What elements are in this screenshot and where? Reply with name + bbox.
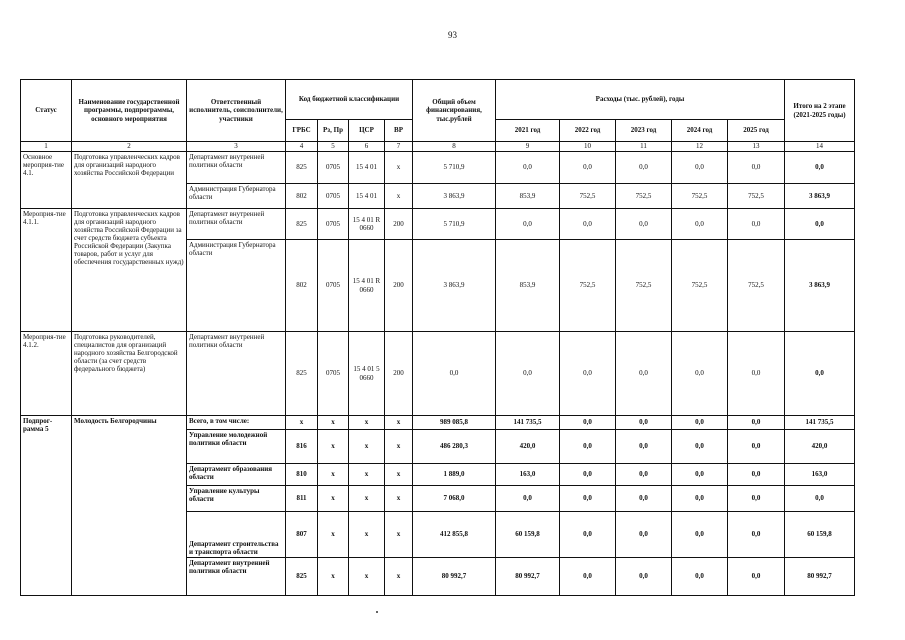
sum-cell: 420,0 <box>785 430 855 464</box>
y2022-cell: 752,5 <box>560 184 616 209</box>
y2021-cell: 163,0 <box>496 464 560 486</box>
grbs-cell: 802 <box>286 184 318 209</box>
rzpr-cell: x <box>318 416 349 430</box>
total-cell: 412 855,8 <box>413 512 496 558</box>
header-2025: 2025 год <box>728 120 785 142</box>
rzpr-cell: x <box>318 558 349 596</box>
rzpr-cell: x <box>318 512 349 558</box>
column-number-row <box>21 142 855 152</box>
grbs-cell: 811 <box>286 486 318 512</box>
y2023-cell: 752,5 <box>616 184 672 209</box>
column-number: 13 <box>728 142 785 152</box>
column-number: 1 <box>21 142 72 152</box>
table-row <box>21 332 855 416</box>
y2022-cell: 752,5 <box>560 240 616 332</box>
vr-cell: x <box>385 464 413 486</box>
grbs-cell: 807 <box>286 512 318 558</box>
csr-cell: x <box>349 558 385 596</box>
executor-cell: Департамент внутренней политики области <box>187 332 286 416</box>
column-number: 3 <box>187 142 286 152</box>
y2021-cell: 853,9 <box>496 184 560 209</box>
grbs-cell: 825 <box>286 209 318 240</box>
budget-table <box>20 79 855 596</box>
y2022-cell: 0,0 <box>560 416 616 430</box>
sum-cell: 3 863,9 <box>785 184 855 209</box>
y2023-cell: 0,0 <box>616 558 672 596</box>
vr-cell: 200 <box>385 209 413 240</box>
grbs-cell: x <box>286 416 318 430</box>
csr-cell: x <box>349 486 385 512</box>
sum-cell: 60 159,8 <box>785 512 855 558</box>
grbs-cell: 825 <box>286 152 318 184</box>
rzpr-cell: 0705 <box>318 184 349 209</box>
y2022-cell: 0,0 <box>560 430 616 464</box>
total-cell: 7 068,0 <box>413 486 496 512</box>
total-cell: 3 863,9 <box>413 240 496 332</box>
column-number: 4 <box>286 142 318 152</box>
grbs-cell: 810 <box>286 464 318 486</box>
y2025-cell: 752,5 <box>728 240 785 332</box>
status-cell: Мероприя-тие 4.1.1. <box>21 209 72 332</box>
header-expenses: Расходы (тыс. рублей), годы <box>496 80 785 120</box>
y2025-cell: 0,0 <box>728 416 785 430</box>
executor-cell: Администрация Губернатора области <box>187 184 286 209</box>
executor-cell: Департамент внутренней политики области <box>187 209 286 240</box>
vr-cell: x <box>385 430 413 464</box>
sum-cell: 80 992,7 <box>785 558 855 596</box>
header-2023: 2023 год <box>616 120 672 142</box>
executor-cell: Департамент образования области <box>187 464 286 486</box>
y2023-cell: 0,0 <box>616 416 672 430</box>
y2024-cell: 0,0 <box>672 486 728 512</box>
header-total-stage: Итого на 2 этапе (2021-2025 годы) <box>785 80 855 142</box>
rzpr-cell: 0705 <box>318 152 349 184</box>
header-status: Статус <box>21 80 72 142</box>
column-number: 8 <box>413 142 496 152</box>
vr-cell: x <box>385 486 413 512</box>
y2024-cell: 0,0 <box>672 464 728 486</box>
y2024-cell: 752,5 <box>672 240 728 332</box>
sum-cell: 0,0 <box>785 332 855 416</box>
y2025-cell: 0,0 <box>728 558 785 596</box>
vr-cell: 200 <box>385 240 413 332</box>
y2024-cell: 0,0 <box>672 332 728 416</box>
y2024-cell: 0,0 <box>672 558 728 596</box>
total-cell: 1 889,0 <box>413 464 496 486</box>
y2023-cell: 0,0 <box>616 486 672 512</box>
y2024-cell: 0,0 <box>672 512 728 558</box>
csr-cell: 15 4 01 <box>349 152 385 184</box>
name-cell: Подготовка управленческих кадров для организаций народного хозяйства Российской Федерации <box>72 152 187 209</box>
rzpr-cell: 0705 <box>318 209 349 240</box>
y2022-cell: 0,0 <box>560 209 616 240</box>
csr-cell: 15 4 01 R 0660 <box>349 209 385 240</box>
grbs-cell: 802 <box>286 240 318 332</box>
sum-cell: 0,0 <box>785 152 855 184</box>
csr-cell: x <box>349 416 385 430</box>
y2023-cell: 0,0 <box>616 332 672 416</box>
y2023-cell: 0,0 <box>616 430 672 464</box>
y2021-cell: 853,9 <box>496 240 560 332</box>
total-cell: 5 710,9 <box>413 209 496 240</box>
grbs-cell: 825 <box>286 558 318 596</box>
sum-cell: 3 863,9 <box>785 240 855 332</box>
y2025-cell: 0,0 <box>728 152 785 184</box>
header-executor: Ответственный исполнитель, соисполнители, участники <box>187 80 286 142</box>
vr-cell: x <box>385 512 413 558</box>
y2021-cell: 0,0 <box>496 152 560 184</box>
y2021-cell: 0,0 <box>496 486 560 512</box>
grbs-cell: 825 <box>286 332 318 416</box>
table-row <box>21 209 855 240</box>
name-cell: Подготовка управленческих кадров для организаций народного хозяйства Российской Федерации за счет средств бюджета субъекта Российской Федерации (Закупка товаров, работ и услуг для обеспечения государственных нужд) <box>72 209 187 332</box>
y2024-cell: 0,0 <box>672 152 728 184</box>
name-cell: Молодость Белгородчины <box>72 416 187 596</box>
name-cell: Подготовка руководителей, специалистов для организаций народного хозяйства Белгородской области (за счет средств федерального бюджета) <box>72 332 187 416</box>
y2023-cell: 0,0 <box>616 464 672 486</box>
y2021-cell: 80 992,7 <box>496 558 560 596</box>
csr-cell: 15 4 01 R 0660 <box>349 240 385 332</box>
page-number: 93 <box>448 30 457 40</box>
rzpr-cell: x <box>318 464 349 486</box>
y2025-cell: 0,0 <box>728 512 785 558</box>
y2023-cell: 0,0 <box>616 512 672 558</box>
y2021-cell: 0,0 <box>496 209 560 240</box>
y2025-cell: 752,5 <box>728 184 785 209</box>
csr-cell: x <box>349 464 385 486</box>
vr-cell: 200 <box>385 332 413 416</box>
sum-cell: 0,0 <box>785 486 855 512</box>
header-2021: 2021 год <box>496 120 560 142</box>
csr-cell: x <box>349 430 385 464</box>
y2023-cell: 0,0 <box>616 152 672 184</box>
column-number: 5 <box>318 142 349 152</box>
y2021-cell: 60 159,8 <box>496 512 560 558</box>
y2022-cell: 0,0 <box>560 332 616 416</box>
executor-cell: Всего, в том числе: <box>187 416 286 430</box>
column-number: 12 <box>672 142 728 152</box>
rzpr-cell: 0705 <box>318 332 349 416</box>
vr-cell: x <box>385 558 413 596</box>
y2023-cell: 0,0 <box>616 209 672 240</box>
column-number: 11 <box>616 142 672 152</box>
y2024-cell: 0,0 <box>672 430 728 464</box>
y2025-cell: 0,0 <box>728 486 785 512</box>
scan-speck <box>376 611 378 613</box>
header-grbs: ГРБС <box>286 120 318 142</box>
status-cell: Подпрог-рамма 5 <box>21 416 72 596</box>
total-cell: 0,0 <box>413 332 496 416</box>
header-total-volume: Общий объем финансирования, тыс.рублей <box>413 80 496 142</box>
y2022-cell: 0,0 <box>560 152 616 184</box>
total-cell: 989 085,8 <box>413 416 496 430</box>
y2025-cell: 0,0 <box>728 430 785 464</box>
csr-cell: 15 4 01 <box>349 184 385 209</box>
executor-cell: Управление молодежной политики области <box>187 430 286 464</box>
sum-cell: 141 735,5 <box>785 416 855 430</box>
vr-cell: x <box>385 416 413 430</box>
y2021-cell: 141 735,5 <box>496 416 560 430</box>
header-2024: 2024 год <box>672 120 728 142</box>
header-name: Наименование государственной программы, подпрограммы, основного мероприятия <box>72 80 187 142</box>
rzpr-cell: x <box>318 430 349 464</box>
y2021-cell: 420,0 <box>496 430 560 464</box>
header-rzpr: Рз, Пр <box>318 120 349 142</box>
header-csr: ЦСР <box>349 120 385 142</box>
header-budget-code: Код бюджетной классификации <box>286 80 413 120</box>
rzpr-cell: 0705 <box>318 240 349 332</box>
y2025-cell: 0,0 <box>728 464 785 486</box>
column-number: 9 <box>496 142 560 152</box>
table-row <box>21 416 855 430</box>
y2024-cell: 0,0 <box>672 209 728 240</box>
executor-cell: Администрация Губернатора области <box>187 240 286 332</box>
y2024-cell: 0,0 <box>672 416 728 430</box>
column-number: 7 <box>385 142 413 152</box>
vr-cell: x <box>385 184 413 209</box>
status-cell: Мероприя-тие 4.1.2. <box>21 332 72 416</box>
executor-cell: Департамент внутренней политики области <box>187 558 286 596</box>
column-number: 2 <box>72 142 187 152</box>
sum-cell: 0,0 <box>785 209 855 240</box>
y2021-cell: 0,0 <box>496 332 560 416</box>
header-vr: ВР <box>385 120 413 142</box>
column-number: 10 <box>560 142 616 152</box>
total-cell: 5 710,9 <box>413 152 496 184</box>
y2022-cell: 0,0 <box>560 512 616 558</box>
y2024-cell: 752,5 <box>672 184 728 209</box>
grbs-cell: 816 <box>286 430 318 464</box>
total-cell: 3 863,9 <box>413 184 496 209</box>
status-cell: Основное мероприя-тие 4.1. <box>21 152 72 209</box>
y2022-cell: 0,0 <box>560 464 616 486</box>
csr-cell: 15 4 01 5 0660 <box>349 332 385 416</box>
executor-cell: Департамент внутренней политики области <box>187 152 286 184</box>
table-row <box>21 152 855 184</box>
sum-cell: 163,0 <box>785 464 855 486</box>
y2022-cell: 0,0 <box>560 486 616 512</box>
total-cell: 486 280,3 <box>413 430 496 464</box>
vr-cell: x <box>385 152 413 184</box>
column-number: 6 <box>349 142 385 152</box>
header-2022: 2022 год <box>560 120 616 142</box>
y2023-cell: 752,5 <box>616 240 672 332</box>
column-number: 14 <box>785 142 855 152</box>
executor-cell: Департамент строительства и транспорта области <box>187 512 286 558</box>
y2022-cell: 0,0 <box>560 558 616 596</box>
y2025-cell: 0,0 <box>728 209 785 240</box>
csr-cell: x <box>349 512 385 558</box>
total-cell: 80 992,7 <box>413 558 496 596</box>
rzpr-cell: x <box>318 486 349 512</box>
executor-cell: Управление культуры области <box>187 486 286 512</box>
y2025-cell: 0,0 <box>728 332 785 416</box>
